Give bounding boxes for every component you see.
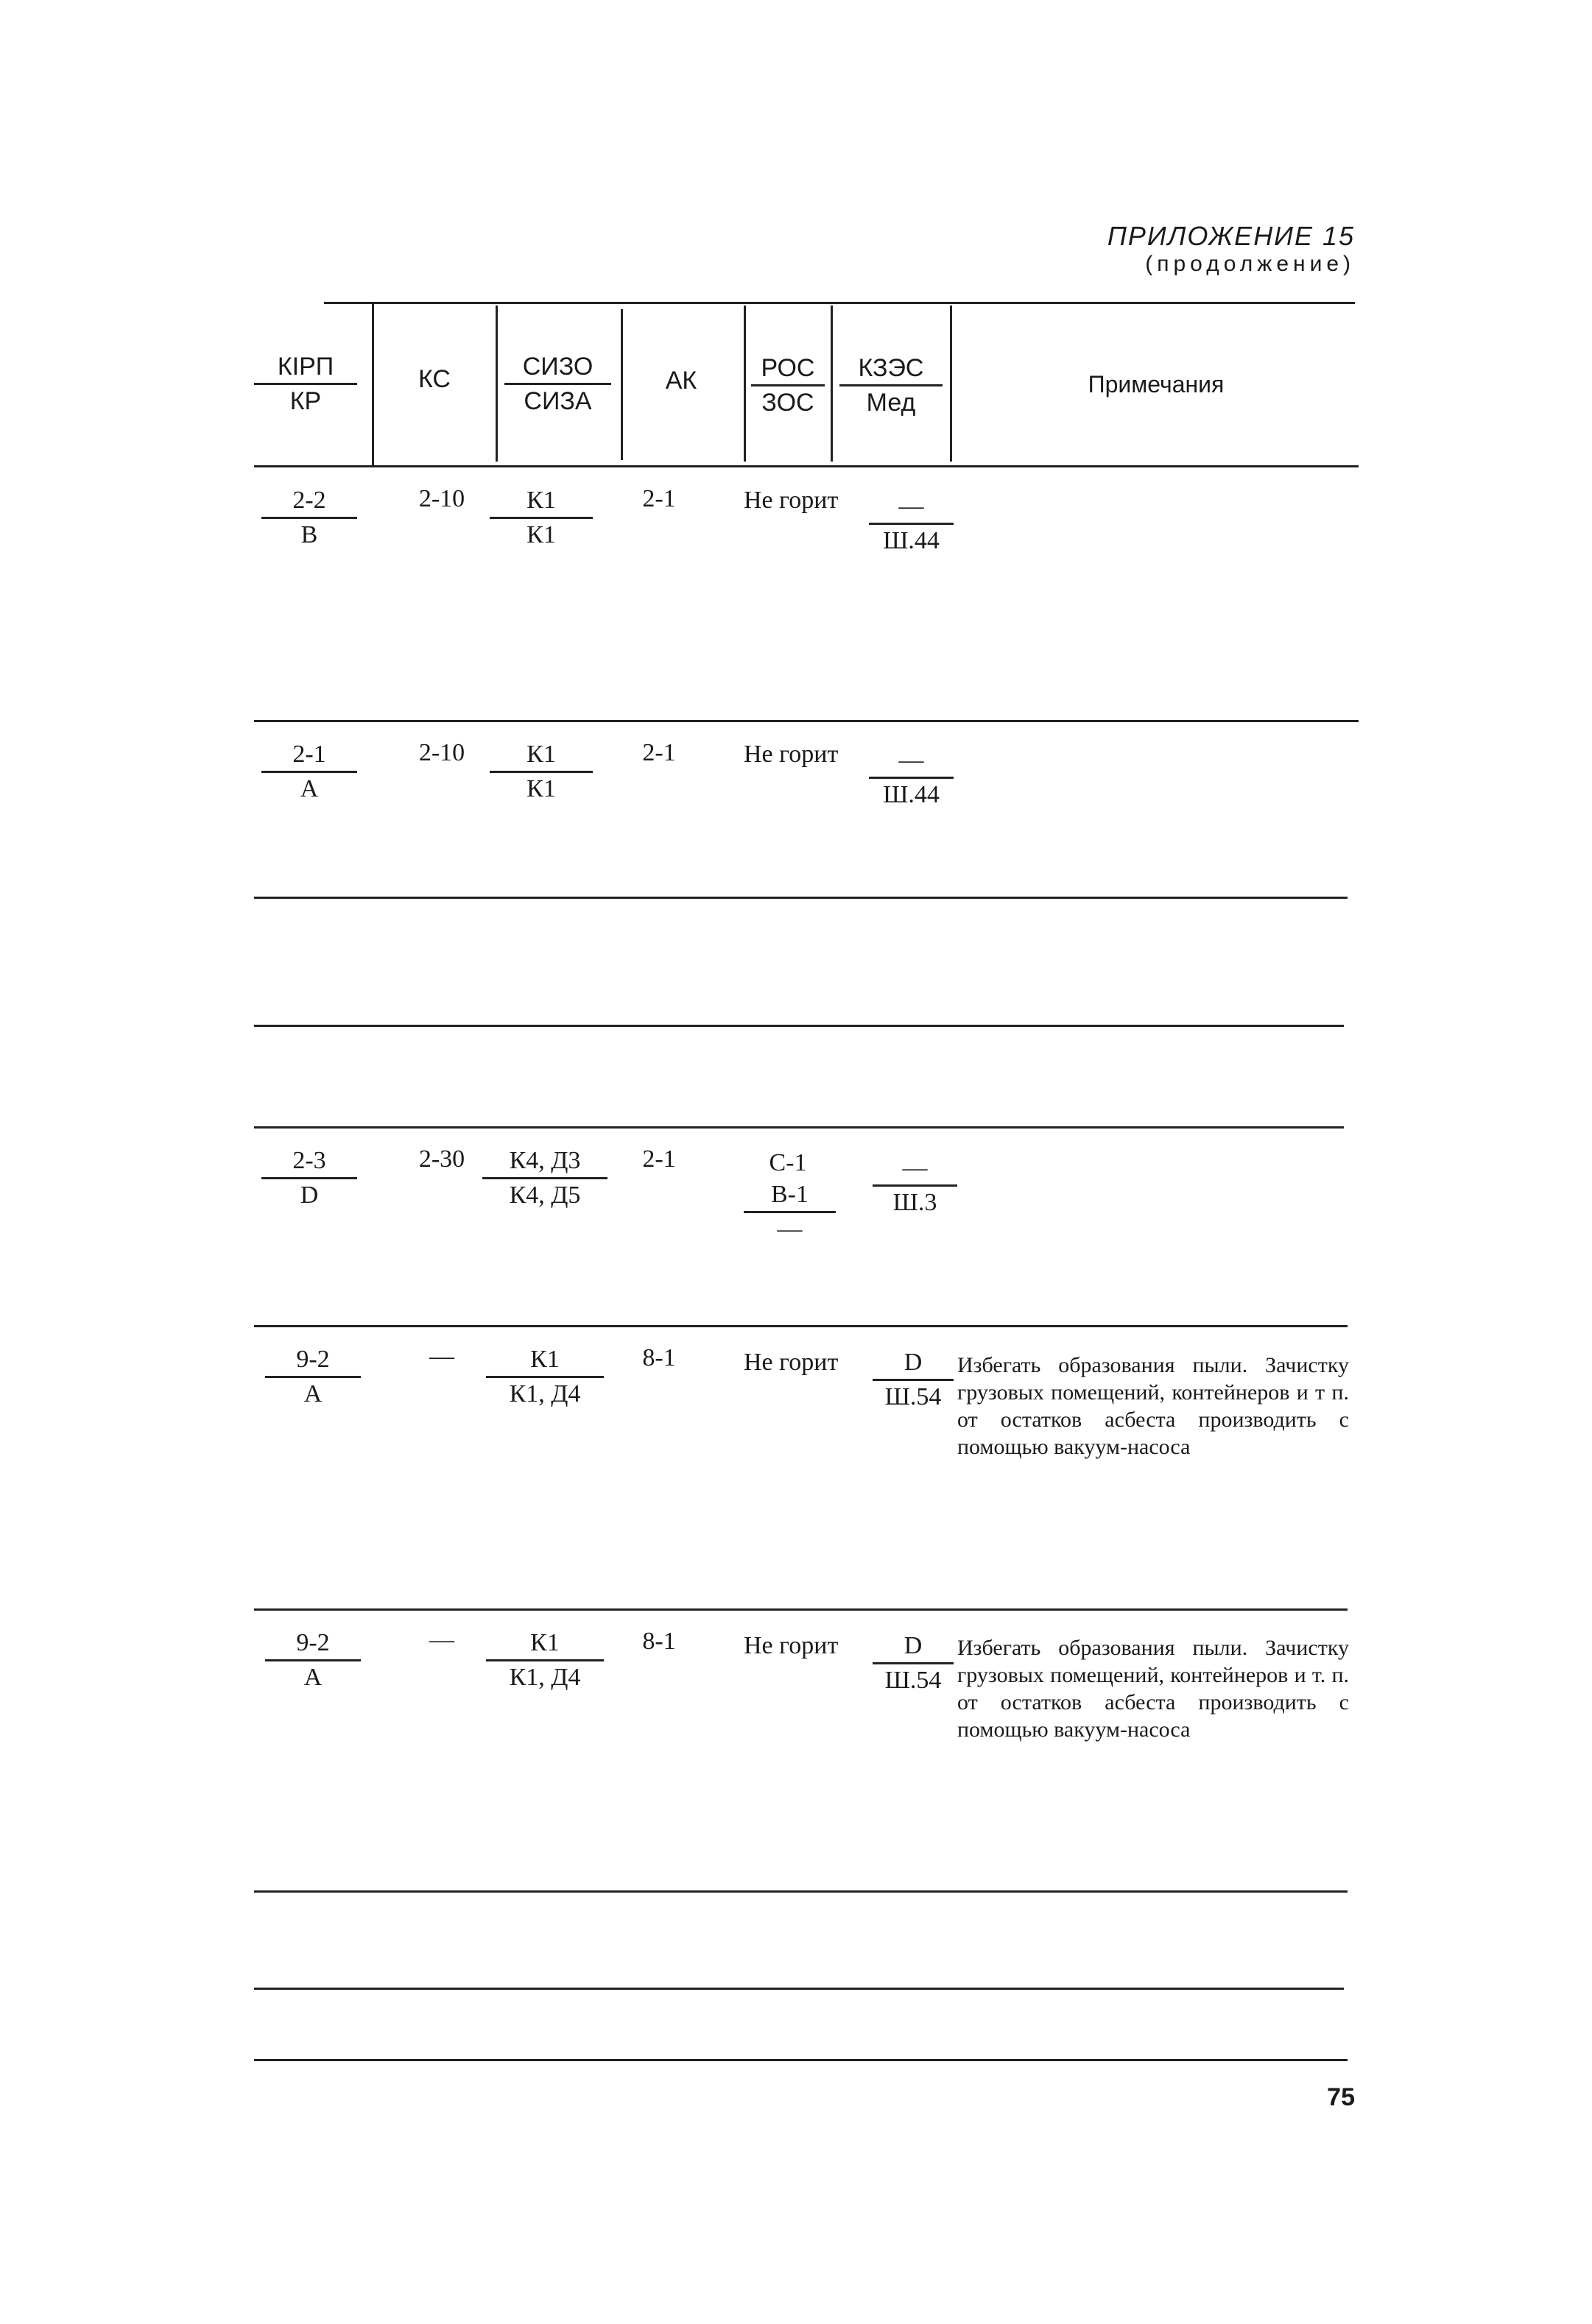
row3-krp-den: D bbox=[300, 1182, 319, 1209]
header-ros-num: РОС bbox=[751, 353, 825, 386]
row5-sizo-num: К1 bbox=[486, 1628, 604, 1661]
row3-ros bbox=[744, 1180, 836, 1244]
row2-ak: 2-1 bbox=[642, 739, 676, 766]
row2-krp-den: А bbox=[300, 775, 319, 802]
header-separator bbox=[950, 305, 952, 462]
row5-kzes-num: D bbox=[873, 1631, 954, 1664]
row-rule bbox=[254, 1325, 1348, 1327]
appendix-subtitle: (продолжение) bbox=[1145, 252, 1355, 276]
row-rule bbox=[254, 897, 1348, 899]
row1-ros: Не горит bbox=[744, 487, 839, 514]
row5-notes: Избегать образования пыли. Зачистку грузовых помещений, контейнеров и т. п. от остатков асбеста производить с помощью вакуум-насоса bbox=[957, 1636, 1349, 1742]
row3-krp bbox=[261, 1146, 357, 1210]
row2-ros: Не горит bbox=[744, 741, 839, 768]
row2-sizo-num: К1 bbox=[490, 740, 593, 773]
row2-krp bbox=[261, 740, 357, 804]
header-separator bbox=[831, 305, 833, 462]
row3-ros-top: С-1 bbox=[769, 1149, 807, 1176]
row2-sizo bbox=[490, 740, 593, 804]
row3-krp-num: 2-3 bbox=[261, 1146, 357, 1179]
row-rule bbox=[254, 1126, 1344, 1129]
row5-ak: 8-1 bbox=[642, 1628, 676, 1655]
row3-ros-den: — bbox=[777, 1215, 803, 1243]
row5-ros: Не горит bbox=[744, 1632, 839, 1659]
header-ros bbox=[751, 353, 825, 417]
row3-ros-num: В-1 bbox=[744, 1180, 836, 1213]
header-sizo-den: СИЗА bbox=[524, 387, 592, 415]
row2-kzes-den: Ш.44 bbox=[883, 781, 940, 808]
header-separator bbox=[744, 305, 746, 462]
table-bottom-rule bbox=[254, 2059, 1348, 2061]
row4-kzes bbox=[873, 1348, 954, 1412]
row-rule bbox=[254, 1988, 1344, 1990]
row3-ak: 2-1 bbox=[642, 1145, 676, 1173]
header-kzes-num: КЗЭС bbox=[839, 353, 943, 386]
row5-kzes bbox=[873, 1631, 954, 1695]
row-rule bbox=[254, 1025, 1344, 1027]
row5-krp-den: А bbox=[303, 1664, 323, 1691]
header-notes: Примечания bbox=[1088, 371, 1225, 398]
header-krp bbox=[254, 352, 357, 416]
row3-kzes bbox=[873, 1154, 957, 1218]
header-ros-den: ЗОС bbox=[761, 389, 814, 417]
row-rule bbox=[254, 1608, 1348, 1611]
header-sizo-num: СИЗО bbox=[504, 352, 611, 385]
row-rule bbox=[254, 720, 1359, 722]
row4-kzes-num: D bbox=[873, 1348, 954, 1381]
row-rule bbox=[254, 1890, 1348, 1893]
row1-sizo bbox=[490, 486, 593, 550]
row1-krp-num: 2-2 bbox=[261, 486, 357, 519]
row4-notes: Избегать образования пыли. Зачистку грузовых помещений, контейнеров и т п. от остатков асбеста производить с помощью вакуум-насоса bbox=[957, 1353, 1349, 1459]
row5-ks: — bbox=[429, 1626, 454, 1653]
row4-sizo bbox=[486, 1345, 604, 1409]
page-number: 75 bbox=[1327, 2083, 1355, 2111]
header-kzes bbox=[839, 353, 943, 417]
header-kzes-den: Мед bbox=[866, 389, 916, 417]
header-krp-den: КР bbox=[289, 387, 322, 415]
row4-ros: Не горит bbox=[744, 1349, 839, 1376]
header-ak: АК bbox=[665, 367, 697, 395]
header-krp-num: КІРП bbox=[254, 352, 357, 385]
row4-krp bbox=[265, 1345, 361, 1409]
row5-kzes-den: Ш.54 bbox=[884, 1667, 942, 1694]
header-top-rule bbox=[324, 302, 1355, 304]
row2-sizo-den: К1 bbox=[526, 775, 556, 802]
row5-krp bbox=[265, 1628, 361, 1692]
row3-ks: 2-30 bbox=[418, 1145, 465, 1173]
row2-krp-num: 2-1 bbox=[261, 740, 357, 773]
row1-ak: 2-1 bbox=[642, 485, 676, 512]
row4-sizo-num: К1 bbox=[486, 1345, 604, 1378]
row3-sizo bbox=[482, 1146, 607, 1210]
row1-kzes-den: Ш.44 bbox=[883, 527, 940, 554]
row4-krp-den: А bbox=[303, 1380, 323, 1408]
row2-ks: 2-10 bbox=[418, 739, 465, 766]
row4-krp-num: 9-2 bbox=[265, 1345, 361, 1378]
row3-sizo-num: К4, Д3 bbox=[482, 1146, 607, 1179]
row4-ks: — bbox=[429, 1343, 454, 1370]
row1-sizo-num: К1 bbox=[490, 486, 593, 519]
row5-sizo bbox=[486, 1628, 604, 1692]
row1-sizo-den: К1 bbox=[526, 521, 556, 548]
row2-kzes-num: — bbox=[869, 746, 954, 779]
row1-kzes-num: — bbox=[869, 492, 954, 525]
row3-kzes-den: Ш.3 bbox=[892, 1189, 937, 1216]
header-bottom-rule bbox=[254, 465, 1359, 467]
row1-krp bbox=[261, 486, 357, 550]
row1-kzes bbox=[869, 492, 954, 556]
row4-kzes-den: Ш.54 bbox=[884, 1383, 942, 1410]
header-separator bbox=[496, 305, 498, 462]
header-ks: КС bbox=[418, 365, 451, 393]
row1-krp-den: В bbox=[300, 521, 318, 548]
header-separator bbox=[372, 302, 374, 465]
appendix-title: ПРИЛОЖЕНИЕ 15 bbox=[1107, 221, 1355, 251]
row4-sizo-den: К1, Д4 bbox=[509, 1380, 581, 1408]
row5-sizo-den: К1, Д4 bbox=[509, 1664, 581, 1691]
row2-kzes bbox=[869, 746, 954, 810]
row3-kzes-num: — bbox=[873, 1154, 957, 1187]
row1-ks: 2-10 bbox=[418, 485, 465, 512]
row5-krp-num: 9-2 bbox=[265, 1628, 361, 1661]
row4-ak: 8-1 bbox=[642, 1344, 676, 1371]
header-sizo bbox=[504, 352, 611, 416]
header-separator bbox=[621, 309, 623, 460]
row3-sizo-den: К4, Д5 bbox=[509, 1182, 581, 1209]
